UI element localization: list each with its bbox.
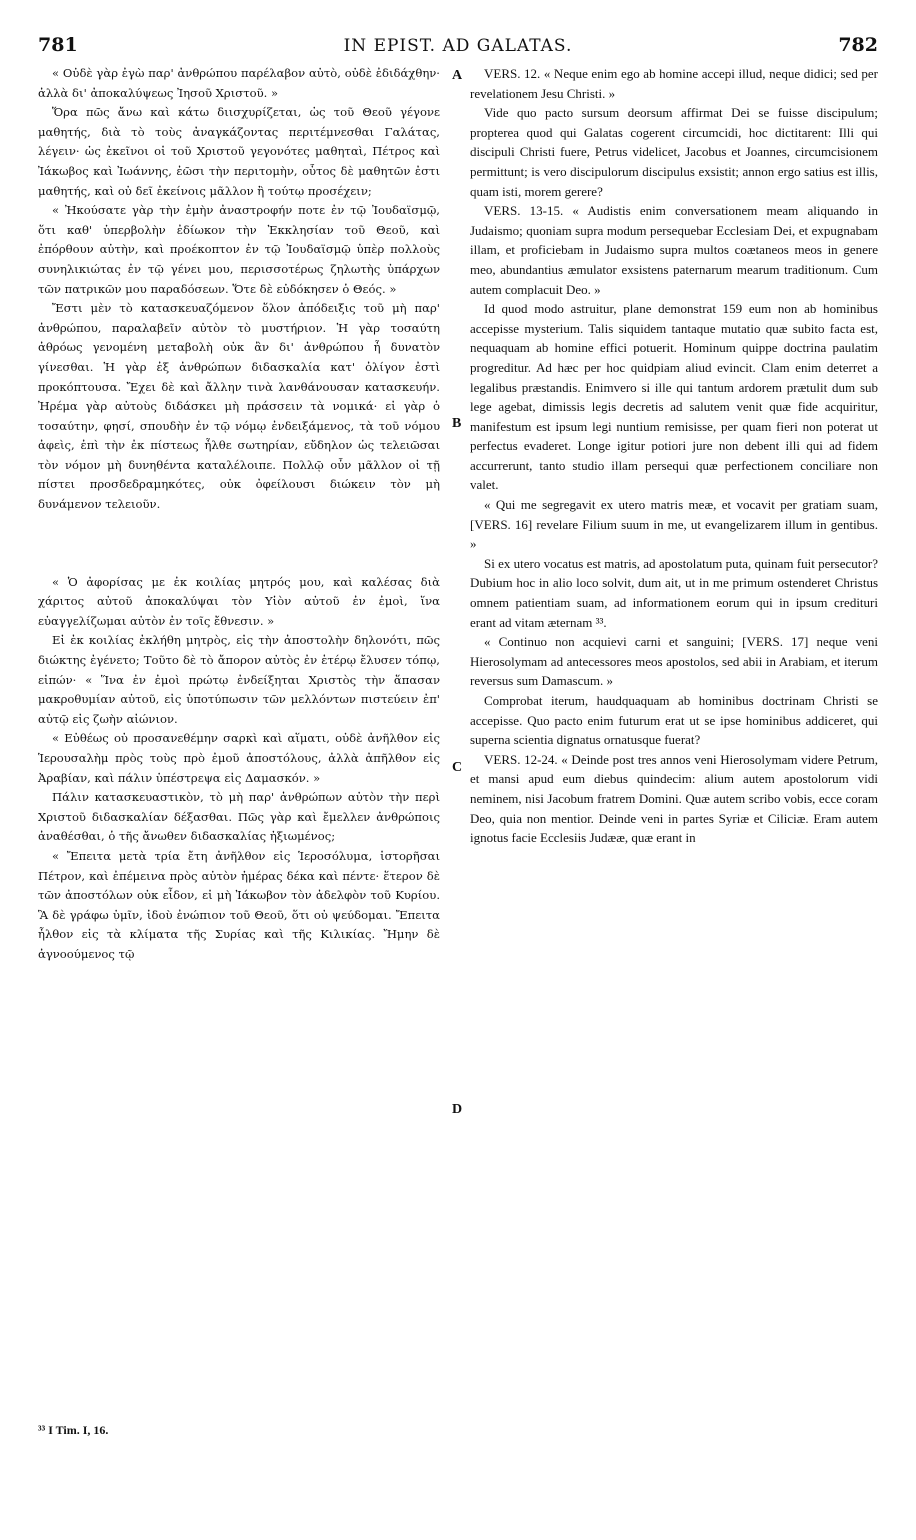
greek-paragraph: « Εὐθέως οὐ προσανεθέμην σαρκὶ καὶ αἵματι, οὐδὲ ἀνῆλθον εἰς Ἱερουσαλὴμ πρὸς τοὺς πρὸ ἐμοῦ ἀποστόλους, ἀλλὰ ἀπῆλθον εἰς Ἀραβίαν, καὶ πάλιν ὑπέστρεψα εἰς Δαμασκόν. » bbox=[38, 731, 440, 785]
greek-column bbox=[38, 64, 440, 965]
section-marker-b: B bbox=[452, 416, 462, 431]
page-number-left: 781 bbox=[38, 34, 78, 56]
greek-paragraph: Εἰ ἐκ κοιλίας ἐκλήθη μητρὸς, εἰς τὴν ἀποστολὴν δηλονότι, πῶς διώκτης ἐγένετο; Τοῦτο δὲ τὸ ἄπορον αὐτὸς ἐν ἑτέρῳ ἔλυσεν τόπῳ, εἰπών· « Ἵνα ἐν ἐμοὶ πρώτῳ ἐνδείξηται Χριστὸς τὴν ἅπασαν μακροθυμίαν αὐτοῦ, εἰς ὑποτύπωσιν τῶν μελλόντων πιστεύειν ἐπ' αὐτῷ εἰς ζωὴν αἰώνιον. bbox=[38, 633, 440, 726]
latin-paragraph: Comprobat iterum, haudquaquam ab hominibus doctrinam Christi se accepisse. Quo pacto enim futurum erat ut se ipse hominibus addiceret, qui superna scientia dignatus ornatusque fuerat? bbox=[470, 693, 878, 748]
latin-paragraph: Si ex utero vocatus est matris, ad apostolatum puta, quinam fuit persecutor? Dubium hoc in alio loco solvit, dum ait, ut in me primum ostenderet Christus omnem patientiam suam, ad informationem eorum qui in ipsum credituri erant ad vitam æternam ³³. bbox=[470, 555, 878, 630]
page-number-right: 782 bbox=[838, 34, 878, 56]
latin-paragraph: VERS. 13-15. « Audistis enim conversationem meam aliquando in Judaismo; quoniam supra modum persequebar Ecclesiam Dei, et expugnabam illam, et proficiebam in Judaismo supra multos coætaneos meos in genere meo, abundantius æmulator exsistens paternarum mearum traditionum. Cum autem complacuit Deo. » bbox=[470, 203, 878, 297]
greek-paragraph: Ὅρα πῶς ἄνω καὶ κάτω διισχυρίζεται, ὡς τοῦ Θεοῦ γέγονε μαθητής, διὰ τὸ τοὺς ἀναγκάζοντας περιτέμνεσθαι Γαλάτας, λέγειν· ὡς ἐκεῖνοι οἱ τοῦ Χριστοῦ γεγονότες μαθηταὶ, Πέτρος καὶ Ἰάκωβος καὶ Ἰωάννης, ἐῶσι τὴν περιτομὴν, οὗτος δὲ μαθητῶν ἐστι μαθητής, καὶ οὐ δεῖ ἐκείνοις μᾶλλον ἢ τούτῳ προσέχειν; bbox=[38, 105, 440, 198]
greek-paragraph: « Ἔπειτα μετὰ τρία ἔτη ἀνῆλθον εἰς Ἱεροσόλυμα, ἱστορῆσαι Πέτρον, καὶ ἐπέμεινα πρὸς αὐτὸν ἡμέρας δέκα καὶ πέντε· ἕτερον δὲ τῶν ἀποστόλων οὐκ εἶδον, εἰ μὴ Ἰάκωβον τὸν ἀδελφὸν τοῦ Κυρίου. Ἃ δὲ γράφω ὑμῖν, ἰδοὺ ἐνώπιον τοῦ Θεοῦ, ὅτι οὐ ψεύδομαι. Ἔπειτα ἦλθον εἰς τὰ κλίματα τῆς Συρίας καὶ τῆς Κιλικίας. Ἤμην δὲ ἀγνοούμενος τῷ bbox=[38, 848, 440, 961]
page-header bbox=[38, 34, 878, 60]
section-marker-d: D bbox=[452, 1102, 463, 1117]
latin-paragraph: Vide quo pacto sursum deorsum affirmat Dei se fuisse discipulum; propterea quod qui Galatas cogerent circumcidi, hoc dictitarent: Illi qui discipuli Christi fuere, Petrus videlicet, Jacobus et Joannes, circumcisionem permittunt; is vero discipulorum discipulus exsistit; annon ergo satius est illis, quam isti, morem gerere? bbox=[470, 105, 878, 199]
running-title: IN EPIST. AD GALATAS. bbox=[343, 36, 573, 56]
latin-paragraph: « Qui me segregavit ex utero matris meæ, et vocavit per gratiam suam, [VERS. 16] revelare Filium suum in me, ut evangelizarem illum in gentibus. » bbox=[470, 497, 878, 552]
section-marker-c: C bbox=[452, 760, 463, 775]
greek-paragraph: « Ἠκούσατε γὰρ τὴν ἐμὴν ἀναστροφήν ποτε ἐν τῷ Ἰουδαϊσμῷ, ὅτι καθ' ὑπερβολὴν ἐδίωκον τὴν Ἐκκλησίαν τοῦ Θεοῦ, καὶ ἐπόρθουν αὐτὴν, καὶ προέκοπτον ἐν τῷ Ἰουδαϊσμῷ ὑπὲρ πολλοὺς συνηλικιώτας ἐν τῷ γένει μου, περισσοτέρως ζηλωτὴς ὑπάρχων τῶν πατρικῶν μου παραδόσεων. Ὅτε δὲ εὐδόκησεν ὁ Θεός. » bbox=[38, 203, 440, 296]
greek-paragraph: Πάλιν κατασκευαστικὸν, τὸ μὴ παρ' ἀνθρώπων αὐτὸν τὴν περὶ Χριστοῦ διδασκαλίαν δέξασθαι. Πῶς γὰρ καὶ ἔμελλεν ἀνθρώποις ἀναθέσθαι, ὁ τῆς ἄνωθεν διδασκαλίας ἠξιωμένος; bbox=[38, 790, 440, 844]
section-marker-a: A bbox=[452, 68, 463, 83]
latin-paragraph: Id quod modo astruitur, plane demonstrat 159 eum non ab hominibus accepisse mysterium. Talis siquidem tantaque mutatio quæ subito facta est, nequaquam ab homine effici potuerit. Hominum quippe doctrina paulatim progreditur. Ad hæc per hoc quidpiam aliud evincit. Clam enim deterret a legalibus præstandis. Enimvero si ille qui tantum ardorem prætulit dum sub lege agebat, dimissis legis decretis ad salutem venit quæ fide acquiritur, manifestum est ipsum legi nuntium remisisse, per quam fieri non poterat ut perfectus evaderet. Longe igitur potiori jure non debent illi qui ad fidem accurrerunt, tanto studio illam persequi quæ perfectionem conciliare non valet. bbox=[470, 301, 878, 493]
greek-paragraph: « Οὐδὲ γὰρ ἐγὼ παρ' ἀνθρώπου παρέλαβον αὐτὸ, οὐδὲ ἐδιδάχθην· ἀλλὰ δι' ἀποκαλύψεως Ἰησοῦ Χριστοῦ. » bbox=[38, 66, 440, 100]
latin-column bbox=[470, 64, 878, 848]
greek-paragraph: « Ὁ ἀφορίσας με ἐκ κοιλίας μητρός μου, καὶ καλέσας διὰ χάριτος αὐτοῦ ἀποκαλύψαι τὸν Υἱὸν αὐτοῦ ἐν ἐμοὶ, ἵνα εὐαγγελίζωμαι αὐτὸν ἐν τοῖς ἔθνεσιν. » bbox=[38, 574, 440, 628]
greek-paragraph: Ἔστι μὲν τὸ κατασκευαζόμενον ὅλον ἀπόδειξις τοῦ μὴ παρ' ἀνθρώπου, παραλαβεῖν αὐτὸν τὸ μυστήριον. Ἡ γὰρ τοσαύτη ἀθρόως γενομένη μεταβολὴ οὐκ ἂν δι' ἀνθρώπου ἦ δυνατὸν γίνεσθαι. Ἡ γὰρ ἐξ ἀνθρώπων διδασκαλία κατ' ὀλίγον ἐστὶ προκόπτουσα. Ἔχει δὲ καὶ ἄλλην τινὰ λανθάνουσαν κατασκευήν. Ἠρέμα γὰρ αὐτοὺς διδάσκει μὴ πράσσειν τὰ νομικά· εἰ γὰρ ὁ τοσαύτην, φησί, σπουδὴν ἐν τῷ νόμῳ ἐνδειξάμενος, τὰ τοῦ νόμου ἀφεὶς, ἐπὶ τὴν ἐκ πίστεως ἦλθε σωτηρίαν, εὔδηλον ὡς τελειῶσαι τὸν νόμον μὴ δυνηθέντα καταλέλοιπε. Πολλῷ οὖν μᾶλλον οἱ τῇ πίστει προσδεδραμηκότες, οὐκ ὀφείλουσι διώκειν τὸν μὴ δυνάμενον τελειοῦν. bbox=[38, 301, 440, 512]
latin-paragraph: « Continuo non acquievi carni et sanguini; [VERS. 17] neque veni Hierosolymam ad antecessores meos apostolos, sed abii in Arabiam, et iterum reversus sum Damascum. » bbox=[470, 634, 878, 689]
footnote: ³³ I Tim. I, 16. bbox=[38, 1423, 109, 1437]
latin-paragraph: VERS. 12. « Neque enim ego ab homine accepi illud, neque didici; sed per revelationem Jesu Christi. » bbox=[470, 66, 878, 101]
latin-paragraph: VERS. 12-24. « Deinde post tres annos veni Hierosolymam videre Petrum, et mansi apud eum diebus quindecim: alium autem apostolorum vidi neminem, nisi Jacobum fratrem Domini. Quæ autem scribo vobis, ecce coram Deo, quia non mentior. Deinde veni in partes Syriæ et Ciliciæ. Eram autem ignotus facie Ecclesiis Judææ, quæ erant in bbox=[470, 751, 878, 846]
